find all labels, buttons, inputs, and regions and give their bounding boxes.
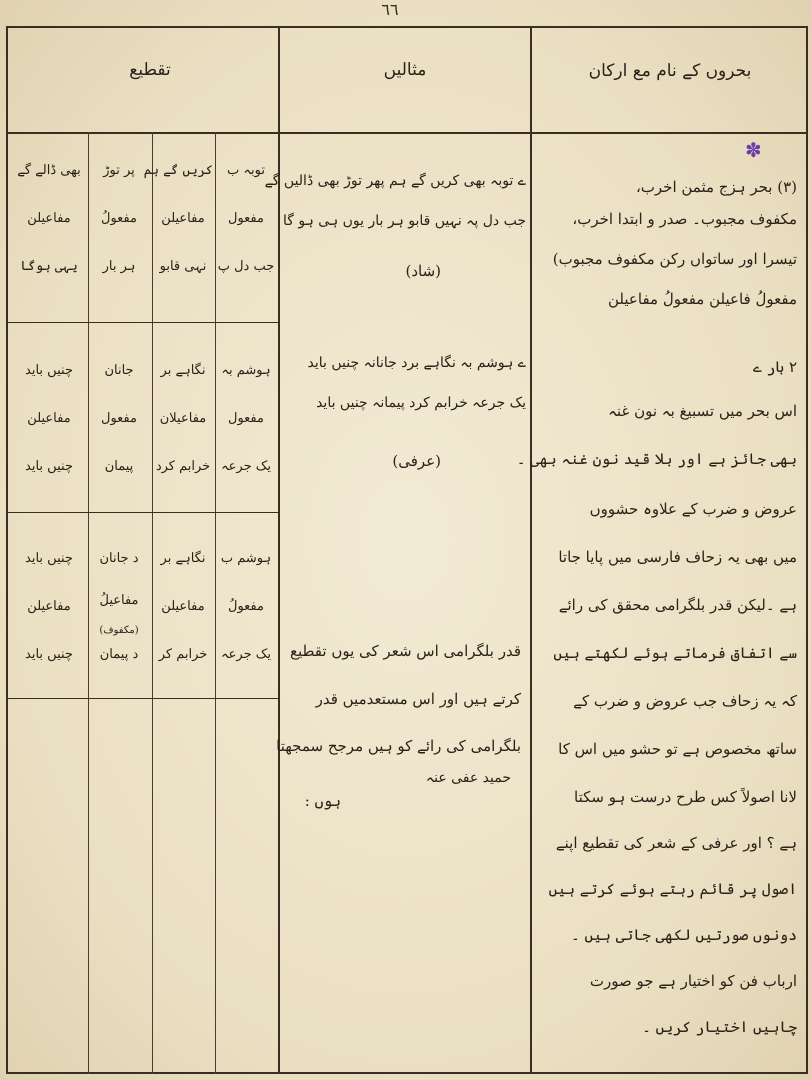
- example-note: قدر بلگرامی اس شعر کی یوں تقطیع: [289, 642, 521, 660]
- taqti-segment: پیمان: [104, 459, 134, 474]
- bahr-line: سے اتفاق فرماتے ہوئے لکھتے ہیں: [553, 644, 797, 662]
- bahr-line: بھی جائز ہے اور بلا قید نون غنہ بھی ۔: [516, 450, 797, 468]
- bahr-line: ہے ؟ اور عرفی کے شعر کی تقطیع اپنے: [555, 834, 797, 852]
- taqti-meter: مفعولُ: [228, 599, 264, 614]
- bahr-line: تیسرا اور ساتواں رکن مکفوف مجبوب): [552, 250, 797, 268]
- row-divider: [6, 322, 278, 323]
- bahr-line: (۳) بحر ہزج مثمن اخرب،: [635, 178, 797, 196]
- taqti-segment: د جانان: [99, 551, 139, 566]
- bahr-line: دونوں صورتیں لکھی جاتی ہیں ۔: [571, 926, 797, 944]
- taqti-segment: خرابم کرد: [155, 459, 211, 474]
- taqti-segment: یک جرعہ: [221, 459, 271, 474]
- taqti-note: (مکفوف): [99, 625, 139, 636]
- bahr-line: چاہیں اختیار کریں ۔: [642, 1018, 797, 1036]
- taqti-meter: مفعولُ: [101, 211, 137, 226]
- taqti-meter: مفعول: [228, 411, 264, 426]
- bahr-line: اصول پر قائم رہتے ہوئے کرتے ہیں: [548, 880, 797, 898]
- bahr-line: اس بحر میں تسبیغ بہ نون غنہ: [608, 402, 797, 420]
- taqti-segment: نہی قابو: [159, 259, 207, 274]
- taqti-meter: مفاعیلن: [161, 211, 205, 226]
- bahr-line: کہ یہ زحاف جب عروض و ضرب کے: [573, 692, 797, 710]
- bahr-line: ساتھ مخصوص ہے تو حشو میں اس کا: [558, 740, 797, 758]
- taqti-meter: مفعول: [101, 411, 137, 426]
- taqti-meter: مفعول: [228, 211, 264, 226]
- taqti-segment: جانان: [104, 363, 134, 378]
- bahr-line: عروض و ضرب کے علاوہ حشووں: [589, 500, 797, 518]
- example-source: (عرفی): [392, 452, 441, 470]
- header-bahr: بحروں کے نام مع ارکان: [588, 61, 752, 81]
- header-taqti: تقطیع: [129, 60, 171, 80]
- taqti-segment: بھی ڈالے گے: [17, 163, 81, 178]
- taqti-meter: مفاعیلن: [161, 599, 205, 614]
- bahr-line: ہے ۔لیکن قدر بلگرامی محقق کی رائے: [558, 596, 797, 614]
- example-verse: جب دل پہ نہیں قابو ہر بار یوں ہی ہو گا: [283, 213, 526, 229]
- row-divider: [6, 698, 278, 699]
- example-note: بلگرامی کی رائے کو ہیں مرجح سمجھتا: [276, 737, 521, 755]
- bahr-line: مفعولُ فاعیلن مفعولُ مفاعیلن: [608, 290, 797, 308]
- example-source: (شاد): [405, 262, 441, 280]
- taqti-meter: مفاعیلن: [27, 411, 71, 426]
- taqti-segment: یہی ہوگا: [20, 259, 78, 274]
- example-verse: ے ہوشم بہ نگاہے برد جانانہ چنیں باید: [307, 355, 526, 371]
- taqti-segment: چنیں باید: [25, 363, 73, 378]
- page-number: ٦٦: [381, 0, 399, 19]
- taqti-segment: خرابم کر: [158, 647, 208, 662]
- taqti-segment: جب دل پ: [217, 259, 275, 274]
- bahr-line: میں بھی یہ زحاف فارسی میں پایا جاتا: [558, 548, 797, 566]
- header-divider: [6, 132, 808, 134]
- example-verse: ے توبہ بھی کریں گے ہم پھر توڑ بھی ڈالیں گے: [264, 173, 526, 189]
- taqti-segment: نگاہے بر: [160, 551, 206, 566]
- taqti-segment: کریں گے ہم: [143, 163, 213, 178]
- taqti-segment: پر توڑ: [103, 163, 135, 178]
- stamp-mark: ✽: [745, 138, 762, 162]
- taqti-meter: مفاعیلُ: [99, 593, 139, 608]
- bahr-line: لانا اصولاً کس طرح درست ہو سکتا: [574, 788, 797, 806]
- header-examples: مثالیں: [383, 60, 427, 80]
- taqti-segment: ہوشم بہ: [221, 363, 271, 378]
- taqti-segment: چنیں باید: [25, 459, 73, 474]
- bahr-line: ارباب فن کو اختیار ہے جو صورت: [589, 972, 797, 990]
- taqti-meter: مفاعیلن: [27, 211, 71, 226]
- taqti-meter: مفاعیلن: [27, 599, 71, 614]
- taqti-segment: چنیں باید: [25, 551, 73, 566]
- taqti-segment: چنیں باید: [25, 647, 73, 662]
- taqti-segment: د پیمان: [99, 647, 139, 662]
- signature: حمید عفی عنہ: [425, 770, 511, 786]
- example-verse: یک جرعہ خرابم کرد پیمانہ چنیں باید: [316, 395, 526, 411]
- taqti-segment: یک جرعہ: [221, 647, 271, 662]
- row-divider: [6, 512, 278, 513]
- column-divider: [530, 26, 532, 1074]
- taqti-meter: مفاعیلان: [159, 411, 207, 426]
- taqti-segment: ہوشم ب: [220, 551, 272, 566]
- example-note: کرتے ہیں اور اس مستعدمیں قدر: [315, 690, 521, 708]
- taqti-segment: نگاہے بر: [160, 363, 206, 378]
- taqti-segment: ہر بار: [102, 259, 136, 274]
- bahr-line: ۲ بار ے: [753, 358, 797, 376]
- taqti-segment: توبہ ب: [227, 163, 265, 178]
- bahr-line: مکفوف مجبوب۔ صدر و ابتدا اخرب،: [572, 210, 797, 228]
- example-note: ہوں :: [304, 792, 341, 810]
